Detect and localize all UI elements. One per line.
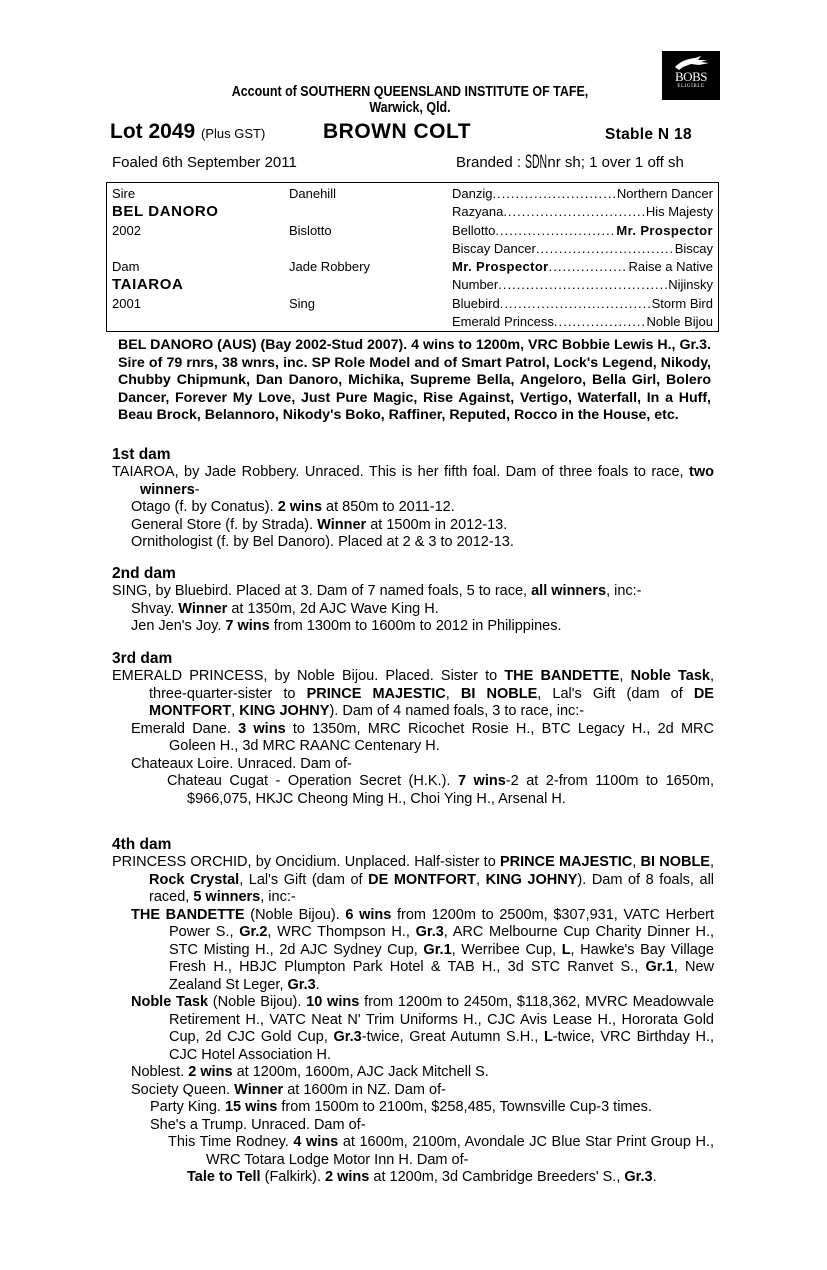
- section-heading: 3rd dam: [112, 650, 173, 667]
- great-great-grand-foal-tale-to-tell: Tale to Tell (Falkirk). 2 wins at 1200m, 3d Cambridge Breeders' S., Gr.3.: [187, 1169, 657, 1185]
- stable-location: Stable N 18: [605, 126, 692, 143]
- foal-entry: Ornithologist (f. by Bel Danoro). Placed at 2 & 3 to 2012-13.: [131, 534, 514, 550]
- first-dam-section: [112, 446, 714, 552]
- dam-dam: Sing: [289, 296, 316, 311]
- dam-intro: EMERALD PRINCESS, by Noble Bijou. Placed. Sister to THE BANDETTE, Noble Task, three-quarter-sister to PRINCE MAJESTIC, BI NOBLE, Lal's Gift (dam of DE MONTFORT, KING JOHNY). Dam of 4 named foals, 3 to race, inc:-: [112, 668, 714, 719]
- foal-entry: Jen Jen's Joy. 7 wins from 1300m to 1600m to 2012 in Philippines.: [131, 618, 562, 634]
- dam-sire: Jade Robbery: [289, 259, 370, 274]
- branded-detail: nr sh; 1 over 1 off sh: [547, 154, 684, 171]
- sire-label: Sire: [112, 186, 136, 201]
- foaled-date: Foaled 6th September 2011: [112, 154, 297, 171]
- branded-label: Branded :: [456, 154, 522, 171]
- foal-entry-society-queen: Society Queen. Winner at 1600m in NZ. Dam of-: [131, 1081, 446, 1098]
- foal-entry-the-bandette: THE BANDETTE (Noble Bijou). 6 wins from 1200m to 2500m, $307,931, VATC Herbert Power S., Gr.2, WRC Thompson H., Gr.3, ARC Melbourne Cup Charity Dinner H., STC Misting H., 2d AJC Sydney Cup, Gr.1, Werribee Cup, L, Hawke's Bay Village Fresh H., HBJC Plumpton Park Hotel & TAB H., 3d STC Ranvet S., Gr.1, New Zealand St Leger, Gr.3.: [131, 906, 715, 993]
- lot-label: Lot 2049: [110, 120, 196, 143]
- dam-intro: SING, by Bluebird. Placed at 3. Dam of 7 named foals, 5 to race, all winners, inc:-: [112, 583, 642, 599]
- fourth-dam-section: [112, 836, 714, 1187]
- ancestor-row: Bellotto ..... Mr. Prospector: [452, 222, 713, 240]
- ancestor-row: Bluebird ..... Storm Bird: [452, 295, 713, 313]
- brand-mark: SDN: [525, 152, 548, 173]
- dam-intro: TAIAROA, by Jade Robbery. Unraced. This is her fifth foal. Dam of three foals to race, two winners-: [112, 464, 714, 498]
- logo-subtext: ELIGIBLE: [677, 84, 705, 89]
- dam-label: Dam: [112, 259, 140, 274]
- grand-foal-entry: Chateau Cugat - Operation Secret (H.K.). 7 wins-2 at 2-from 1100m to 1650m, $966,075, HKJC Cheong Ming H., Choi Ying H., Arsenal H.: [167, 773, 714, 807]
- ancestor-row: Razyana ..... His Majesty: [452, 203, 713, 221]
- sire-name: BEL DANORO: [112, 203, 219, 220]
- grand-foal-party-king: Party King. 15 wins from 1500m to 2100m, $258,485, Townsville Cup-3 times.: [150, 1099, 652, 1115]
- dam-name: TAIAROA: [112, 276, 184, 293]
- dam-year: 2001: [112, 296, 141, 311]
- lot-number: [110, 120, 265, 144]
- ancestor-row: Danzig ..... Northern Dancer: [452, 185, 713, 203]
- foal-entry-noble-task: Noble Task (Noble Bijou). 10 wins from 1200m to 2450m, $118,362, MVRC Meadowvale Retirement H., VATC Neat N' Trim Uniforms H., CJC Avis Lease H., Hororata Gold Cup, 2d CJC Gold Cup, Gr.3-twice, Great Autumn S.H., L-twice, VRC Birthday H., CJC Hotel Association H.: [131, 994, 715, 1063]
- sire-summary: BEL DANORO (AUS) (Bay 2002-Stud 2007). 4 wins to 1200m, VRC Bobbie Lewis H., Gr.3. Sire of 79 rnrs, 38 wnrs, inc. SP Role Model and of Smart Patrol, Lock's Legend, Nikody, Chubby Chipmunk, Dan Danoro, Michika, Supreme Bella, Angeloro, Bella Girl, Bolero Dancer, Forever My Love, Just Pure Magic, Rise Against, Vertigo, Waterfall, In a Huff, Beau Brock, Belannoro, Nikody's Boko, Raffiner, Reputed, Rocco in the House, etc.: [118, 337, 711, 423]
- foal-entry: Otago (f. by Conatus). 2 wins at 850m to 2011-12.: [131, 499, 455, 515]
- foal-entry: Shvay. Winner at 1350m, 2d AJC Wave King H.: [131, 600, 439, 617]
- foal-entry-noblest: Noblest. 2 wins at 1200m, 1600m, AJC Jack Mitchell S.: [131, 1064, 489, 1080]
- section-heading: 2nd dam: [112, 565, 176, 582]
- ancestor-row: Biscay Dancer ..... Biscay: [452, 240, 713, 258]
- foal-entry: Emerald Dane. 3 wins to 1350m, MRC Ricochet Rosie H., BTC Legacy H., 2d MRC Goleen H., 3d MRC RAANC Centenary H.: [131, 720, 714, 754]
- grand-foal-shes-a-trump: She's a Trump. Unraced. Dam of-: [150, 1116, 366, 1133]
- ancestor-row: Emerald Princess ..... Noble Bijou: [452, 313, 713, 331]
- sire-dam: Bislotto: [289, 223, 332, 238]
- logo-text: BOBS: [675, 69, 707, 84]
- vendor-account: [143, 84, 676, 116]
- great-grand-foal-this-time-rodney: This Time Rodney. 4 wins at 1600m, 2100m, Avondale JC Blue Star Print Group H., WRC Totara Lodge Motor Inn H. Dam of-: [168, 1134, 714, 1168]
- second-dam-section: [112, 565, 714, 636]
- section-heading: 4th dam: [112, 836, 172, 853]
- section-heading: 1st dam: [112, 446, 171, 463]
- branding: [456, 154, 684, 171]
- third-dam-section: [112, 650, 714, 808]
- foal-entry: General Store (f. by Strada). Winner at 1500m in 2012-13.: [131, 516, 508, 533]
- vendor-line-2: Warwick, Qld.: [369, 100, 451, 116]
- gst-note: (Plus GST): [201, 126, 266, 141]
- foal-entry: Chateaux Loire. Unraced. Dam of-: [131, 755, 352, 772]
- sire-year: 2002: [112, 223, 141, 238]
- dam-intro: PRINCESS ORCHID, by Oncidium. Unplaced. Half-sister to PRINCE MAJESTIC, BI NOBLE, Rock Crystal, Lal's Gift (dam of DE MONTFORT, KING JOHNY). Dam of 8 foals, all raced, 5 winners, inc:-: [112, 854, 715, 905]
- ancestor-row: Mr. Prospector ..... Raise a Native: [452, 258, 713, 276]
- vendor-line-1: Account of SOUTHERN QUEENSLAND INSTITUTE OF TAFE,: [231, 84, 589, 100]
- horse-description: BROWN COLT: [323, 120, 472, 143]
- sire-sire: Danehill: [289, 186, 336, 201]
- third-generation: [452, 185, 713, 331]
- ancestor-row: Number ..... Nijinsky: [452, 276, 713, 294]
